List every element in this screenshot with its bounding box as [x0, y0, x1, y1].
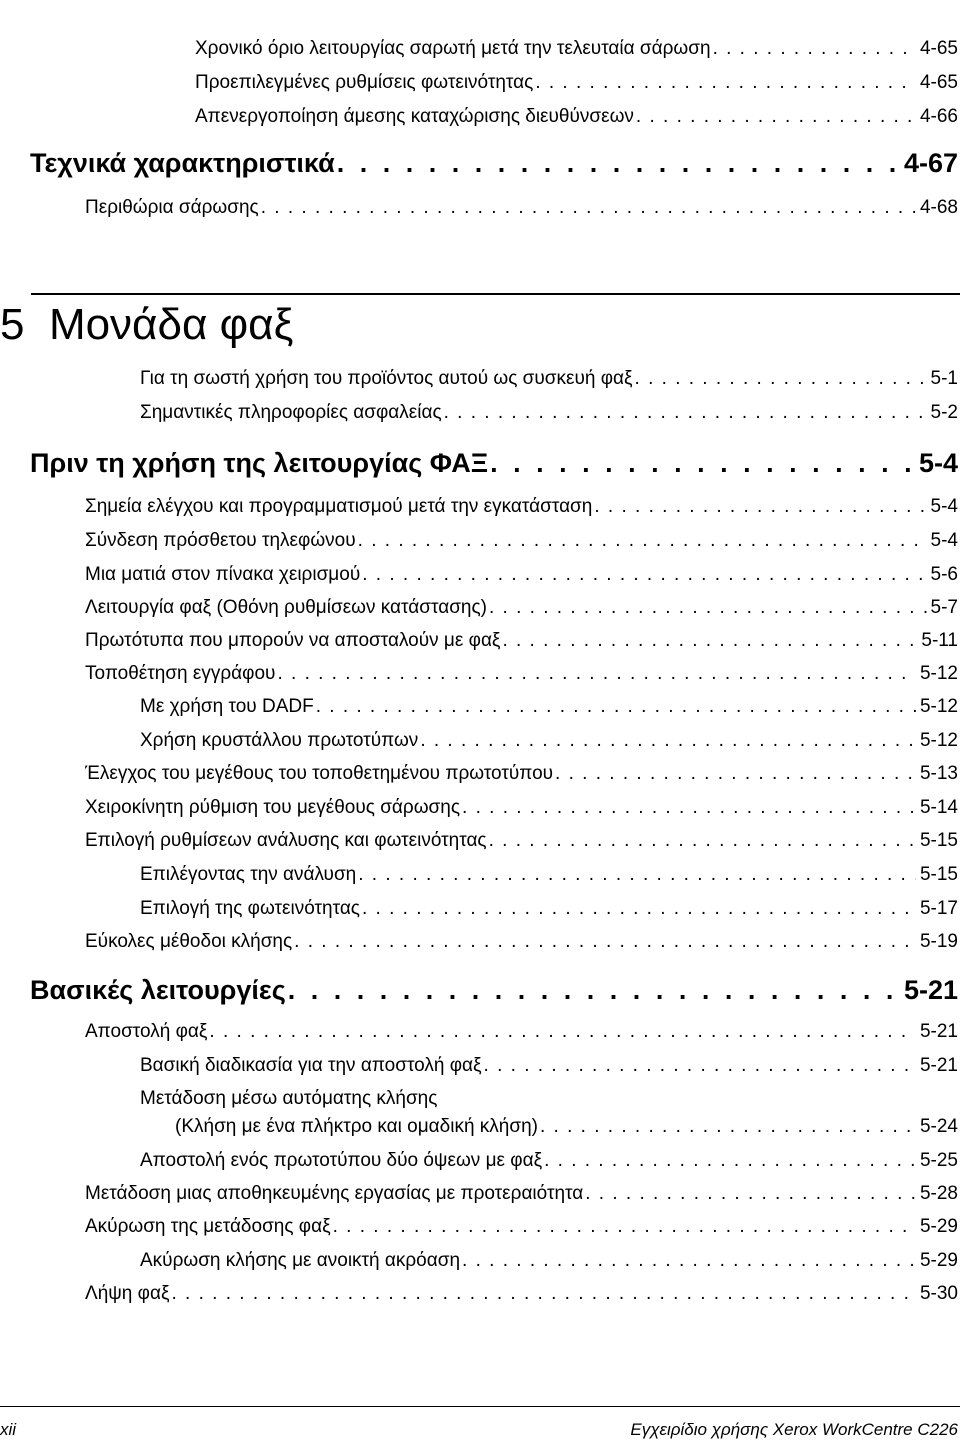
toc-dot-leader — [636, 106, 916, 128]
toc-entry-row[interactable] — [140, 696, 958, 718]
toc-entry-row[interactable] — [85, 496, 958, 518]
chapter-title: Μονάδα φαξ — [48, 300, 294, 349]
toc-entry-row[interactable] — [140, 898, 958, 920]
toc-page-number: 4-67 — [903, 148, 958, 178]
toc-entry-title: Χρήση κρυστάλλου πρωτοτύπων — [140, 730, 419, 751]
toc-page-number: 4-65 — [919, 72, 958, 93]
toc-entry-row[interactable] — [195, 72, 958, 94]
toc-page-number: 5-15 — [919, 864, 958, 885]
toc-entry-row[interactable] — [85, 663, 958, 685]
toc-entry-title: Μετάδοση μιας αποθηκευμένης εργασίας με προτεραιότητα — [85, 1183, 584, 1204]
toc-entry-row[interactable] — [195, 106, 958, 128]
toc-page-number: 5-11 — [921, 630, 958, 651]
toc-entry-title: Σύνδεση πρόσθετου τηλεφώνου — [85, 530, 356, 551]
toc-entry-title: Λήψη φαξ — [85, 1283, 170, 1304]
toc-page-number: 5-21 — [919, 1021, 958, 1042]
toc-entry-row[interactable] — [85, 1216, 958, 1238]
toc-entry-title: Πριν τη χρήση της λειτουργίας ΦΑΞ — [30, 448, 489, 478]
toc-entry-title: Τεχνικά χαρακτηριστικά — [30, 148, 335, 178]
toc-entry-title: Βασικές λειτουργίες — [30, 975, 286, 1005]
toc-section-row[interactable] — [30, 975, 958, 1006]
toc-entry-row[interactable] — [195, 38, 958, 60]
toc-dot-leader — [462, 1250, 916, 1272]
toc-entry-row[interactable] — [85, 797, 958, 819]
toc-page-number: 5-4 — [930, 530, 958, 551]
toc-dot-leader — [585, 1183, 916, 1205]
toc-entry-row[interactable] — [85, 564, 958, 586]
toc-entry-title: Βασική διαδικασία για την αποστολή φαξ — [140, 1055, 482, 1076]
toc-entry-title: Αποστολή φαξ — [85, 1021, 208, 1042]
toc-entry-title: Πρωτότυπα που μπορούν να αποσταλούν με φαξ — [85, 630, 501, 651]
toc-dot-leader — [555, 763, 916, 785]
toc-entry-row[interactable] — [140, 1150, 958, 1172]
toc-page-number: 5-21 — [919, 1055, 958, 1076]
toc-entry-row[interactable] — [85, 1021, 958, 1043]
toc-page-number: 5-29 — [919, 1250, 958, 1271]
toc-dot-leader — [316, 696, 916, 718]
footer-document-title: Εγχειρίδιο χρήσης Xerox WorkCentre C226 — [630, 1420, 958, 1439]
toc-entry-title: Μια ματιά στον πίνακα χειρισμού — [85, 564, 361, 585]
toc-entry-row[interactable] — [85, 597, 958, 619]
toc-entry-title: Ακύρωση της μετάδοσης φαξ — [85, 1216, 331, 1237]
toc-entry-title: Επιλογή ρυθμίσεων ανάλυσης και φωτεινότητας — [85, 830, 487, 851]
toc-page-number: 5-12 — [919, 663, 958, 684]
toc-page-number: 5-13 — [919, 763, 958, 784]
toc-dot-leader — [171, 1283, 916, 1305]
toc-page-number: 5-24 — [919, 1116, 958, 1137]
toc-page-number: 5-6 — [930, 564, 958, 585]
chapter-number: 5 — [0, 300, 25, 349]
toc-entry-title: Τοποθέτηση εγγράφου — [85, 663, 276, 684]
toc-entry-row[interactable] — [85, 1283, 958, 1305]
toc-entry-row[interactable] — [85, 1183, 958, 1205]
chapter-heading — [0, 300, 293, 350]
toc-dot-leader — [544, 1150, 916, 1172]
toc-entry-title: Προεπιλεγμένες ρυθμίσεις φωτεινότητας — [195, 72, 534, 93]
toc-entry-title: Εύκολες μέθοδοι κλήσης — [85, 931, 293, 952]
toc-page-number: 5-21 — [903, 975, 958, 1005]
toc-entry-row[interactable] — [140, 864, 958, 886]
toc-dot-leader — [462, 797, 916, 819]
toc-dot-leader — [261, 197, 916, 219]
toc-page-number: 4-68 — [919, 197, 958, 218]
toc-page-number: 5-4 — [918, 448, 958, 478]
toc-page-number: 5-12 — [919, 730, 958, 751]
toc-entry-title: Περιθώρια σάρωσης — [85, 197, 259, 218]
toc-entry-row[interactable] — [85, 931, 958, 953]
toc-page-number: 5-12 — [919, 696, 958, 717]
toc-dot-leader — [489, 597, 927, 619]
toc-dot-leader — [535, 72, 916, 94]
toc-dot-leader — [490, 448, 915, 479]
toc-page-number: 4-65 — [919, 38, 958, 59]
toc-dot-leader — [713, 38, 916, 60]
toc-entry-title: Σημαντικές πληροφορίες ασφαλείας — [140, 402, 442, 423]
toc-dot-leader — [337, 148, 900, 179]
chapter-divider — [31, 293, 960, 295]
toc-entry-title: Με χρήση του DADF — [140, 696, 314, 717]
toc-entry-row[interactable] — [85, 830, 958, 852]
toc-dot-leader — [277, 663, 916, 685]
footer-divider — [0, 1406, 960, 1407]
toc-dot-leader — [484, 1055, 916, 1077]
toc-page-number: 5-15 — [919, 830, 958, 851]
toc-entry-row[interactable] — [85, 763, 958, 785]
toc-entry-title: Επιλογή της φωτεινότητας — [140, 898, 360, 919]
toc-dot-leader — [294, 931, 916, 953]
toc-entry-row[interactable] — [85, 630, 958, 652]
toc-dot-leader — [209, 1021, 916, 1043]
toc-entry-row[interactable] — [140, 1088, 958, 1110]
toc-entry-title: Αποστολή ενός πρωτοτύπου δύο όψεων με φαξ — [140, 1150, 543, 1171]
toc-dot-leader — [635, 368, 927, 390]
toc-dot-leader — [362, 564, 926, 586]
toc-page-number: 5-30 — [919, 1283, 958, 1304]
toc-page-number: 5-29 — [919, 1216, 958, 1237]
toc-dot-leader — [358, 530, 927, 552]
toc-dot-leader — [489, 830, 916, 852]
toc-entry-row[interactable] — [85, 530, 958, 552]
toc-dot-leader — [502, 630, 917, 652]
toc-dot-leader — [444, 402, 927, 424]
toc-dot-leader — [594, 496, 926, 518]
toc-entry-title: Χειροκίνητη ρύθμιση του μεγέθους σάρωσης — [85, 797, 461, 818]
toc-dot-leader — [288, 975, 900, 1006]
toc-page-number: 5-4 — [930, 496, 958, 517]
toc-entry-title: Έλεγχος του μεγέθους του τοποθετημένου πρωτοτύπου — [85, 763, 554, 784]
toc-entry-title: Λειτουργία φαξ (Οθόνη ρυθμίσεων κατάστασης) — [85, 597, 487, 618]
toc-dot-leader — [333, 1216, 916, 1238]
toc-entry-row[interactable] — [140, 1250, 958, 1272]
toc-entry-row[interactable] — [140, 368, 958, 390]
toc-entry-row[interactable] — [175, 1116, 958, 1138]
toc-page-number: 5-2 — [930, 402, 958, 423]
toc-entry-row[interactable] — [140, 730, 958, 752]
toc-page-number: 5-17 — [919, 898, 958, 919]
toc-entry-row[interactable] — [140, 1055, 958, 1077]
toc-page-number: 4-66 — [919, 106, 958, 127]
toc-entry-title: Επιλέγοντας την ανάλυση — [140, 864, 357, 885]
toc-dot-leader — [540, 1116, 916, 1138]
toc-entry-title: Χρονικό όριο λειτουργίας σαρωτή μετά την τελευταία σάρωση — [195, 38, 711, 59]
toc-section-row[interactable] — [30, 148, 958, 179]
toc-entry-title: (Κλήση με ένα πλήκτρο και ομαδική κλήση) — [175, 1116, 538, 1137]
toc-entry-title: Μετάδοση μέσω αυτόματης κλήσης — [140, 1088, 438, 1109]
toc-entry-row[interactable] — [140, 402, 958, 424]
toc-entry-title: Για τη σωστή χρήση του προϊόντος αυτού ως συσκευή φαξ — [140, 368, 633, 389]
toc-entry-title: Απενεργοποίηση άμεσης καταχώρισης διευθύνσεων — [195, 106, 634, 127]
toc-entry-title: Σημεία ελέγχου και προγραμματισμού μετά την εγκατάσταση — [85, 496, 593, 517]
toc-page-number: 5-25 — [919, 1150, 958, 1171]
toc-page-number: 5-28 — [919, 1183, 958, 1204]
footer-page-number: xii — [0, 1420, 17, 1439]
toc-page-number: 5-1 — [930, 368, 958, 389]
toc-dot-leader — [358, 864, 916, 886]
toc-dot-leader — [362, 898, 916, 920]
toc-entry-title: Ακύρωση κλήσης με ανοικτή ακρόαση — [140, 1250, 461, 1271]
toc-dot-leader — [420, 730, 916, 752]
toc-section-row[interactable] — [30, 448, 958, 479]
toc-entry-row[interactable] — [85, 197, 958, 219]
toc-page-number: 5-7 — [930, 597, 958, 618]
toc-page-number: 5-14 — [919, 797, 958, 818]
toc-page-number: 5-19 — [919, 931, 958, 952]
